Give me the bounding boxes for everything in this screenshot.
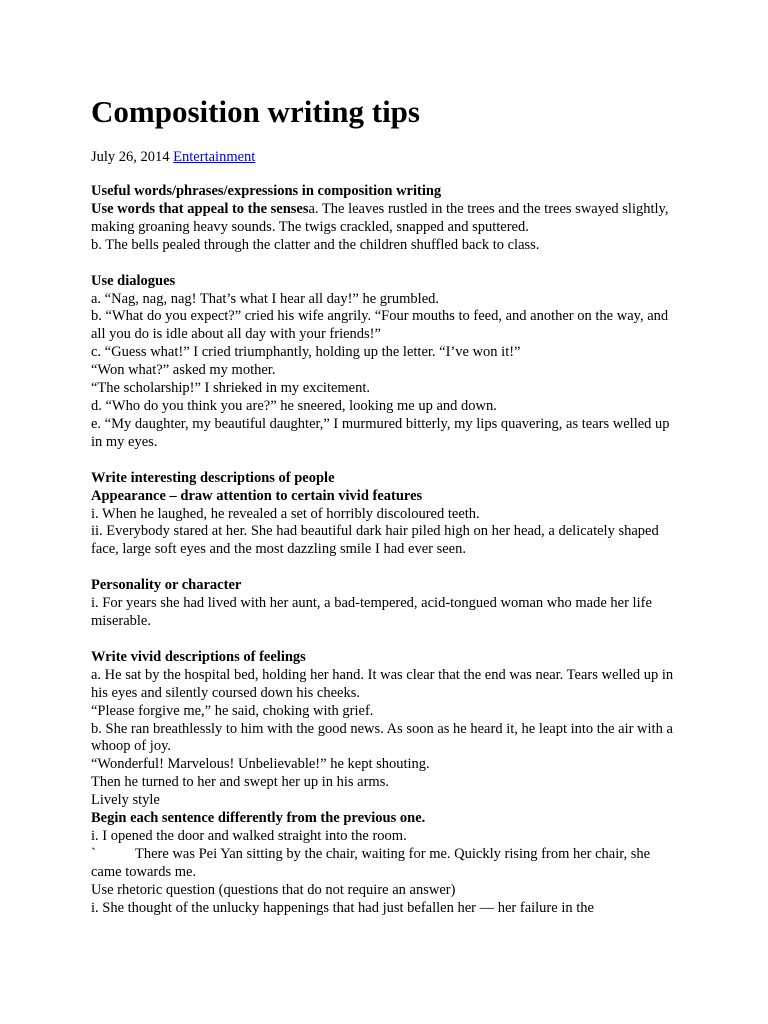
paragraph: c. “Guess what!” I cried triumphantly, holding up the letter. “I’ve won it!” [91,344,521,361]
subheading: Appearance – draw attention to certain vivid features [91,487,423,504]
paragraph: Then he turned to her and swept her up in his arms. [91,774,389,791]
paragraph: “Wonderful! Marvelous! Unbelievable!” he kept shouting. [91,756,430,773]
paragraph: Use rhetoric question (questions that do not require an answer) [91,881,456,898]
article-body [91,183,681,918]
paragraph [91,201,681,237]
paragraph: e. “My daughter, my beautiful daughter,” I murmured bitterly, my lips quavering, as tears welled up in my eyes. [91,415,670,450]
post-meta [91,148,681,166]
document-page [91,92,681,918]
paragraph: “Won what?” asked my mother. [91,362,276,379]
subheading: Begin each sentence differently from the previous one. [91,810,426,827]
paragraph: b. She ran breathlessly to him with the good news. As soon as he heard it, he leapt into the air with a whoop of joy. [91,720,673,755]
section-heading: Use dialogues [91,272,176,289]
paragraph: d. “Who do you think you are?” he sneered, looking me up and down. [91,397,497,414]
backtick-mark: ` [91,845,96,862]
section-heading: Useful words/phrases/expressions in composition writing [91,183,442,199]
paragraph: i. When he laughed, he revealed a set of horribly discoloured teeth. [91,505,480,522]
paragraph: a. “Nag, nag, nag! That’s what I hear all day!” he grumbled. [91,290,439,307]
text: a. The leaves rustled in the trees and the trees swayed slightly, making groaning heavy sounds. The twigs crackled, snapped and sputtered. [91,200,669,235]
page-title: Composition writing tips [91,94,420,129]
paragraph: i. For years she had lived with her aunt, a bad-tempered, acid-tongued woman who made her life miserable. [91,595,652,630]
category-link[interactable]: Entertainment [173,149,256,165]
paragraph: a. He sat by the hospital bed, holding her hand. It was clear that the end was near. Tears welled up in his eyes and silently coursed down his cheeks. [91,666,674,701]
paragraph: i. I opened the door and walked straight into the room. [91,828,407,844]
paragraph: b. The bells pealed through the clatter and the children shuffled back to class. [91,236,540,253]
paragraph: b. “What do you expect?” cried his wife angrily. “Four mouths to feed, and another on the way, and all you do is idle about all day with your friends!” [91,308,669,343]
paragraph: “Please forgive me,” he said, choking with grief. [91,702,374,719]
subheading: Use words that appeal to the senses [91,200,309,217]
section-heading: Personality or character [91,577,242,594]
text: There was Pei Yan sitting by the chair, waiting for me. Quickly rising from her chair, she came towards me. [91,845,651,880]
paragraph: ii. Everybody stared at her. She had beautiful dark hair piled high on her head, a delicately shaped face, large soft eyes and the most dazzling smile I had ever seen. [91,523,659,558]
paragraph [91,846,681,882]
section-heading: Write vivid descriptions of feelings [91,648,306,665]
paragraph: Lively style [91,792,160,809]
paragraph: i. She thought of the unlucky happenings that had just befallen her — her failure in the [91,899,594,916]
paragraph: “The scholarship!” I shrieked in my excitement. [91,380,371,397]
post-date: July 26, 2014 [91,149,170,165]
section-heading: Write interesting descriptions of people [91,469,335,486]
